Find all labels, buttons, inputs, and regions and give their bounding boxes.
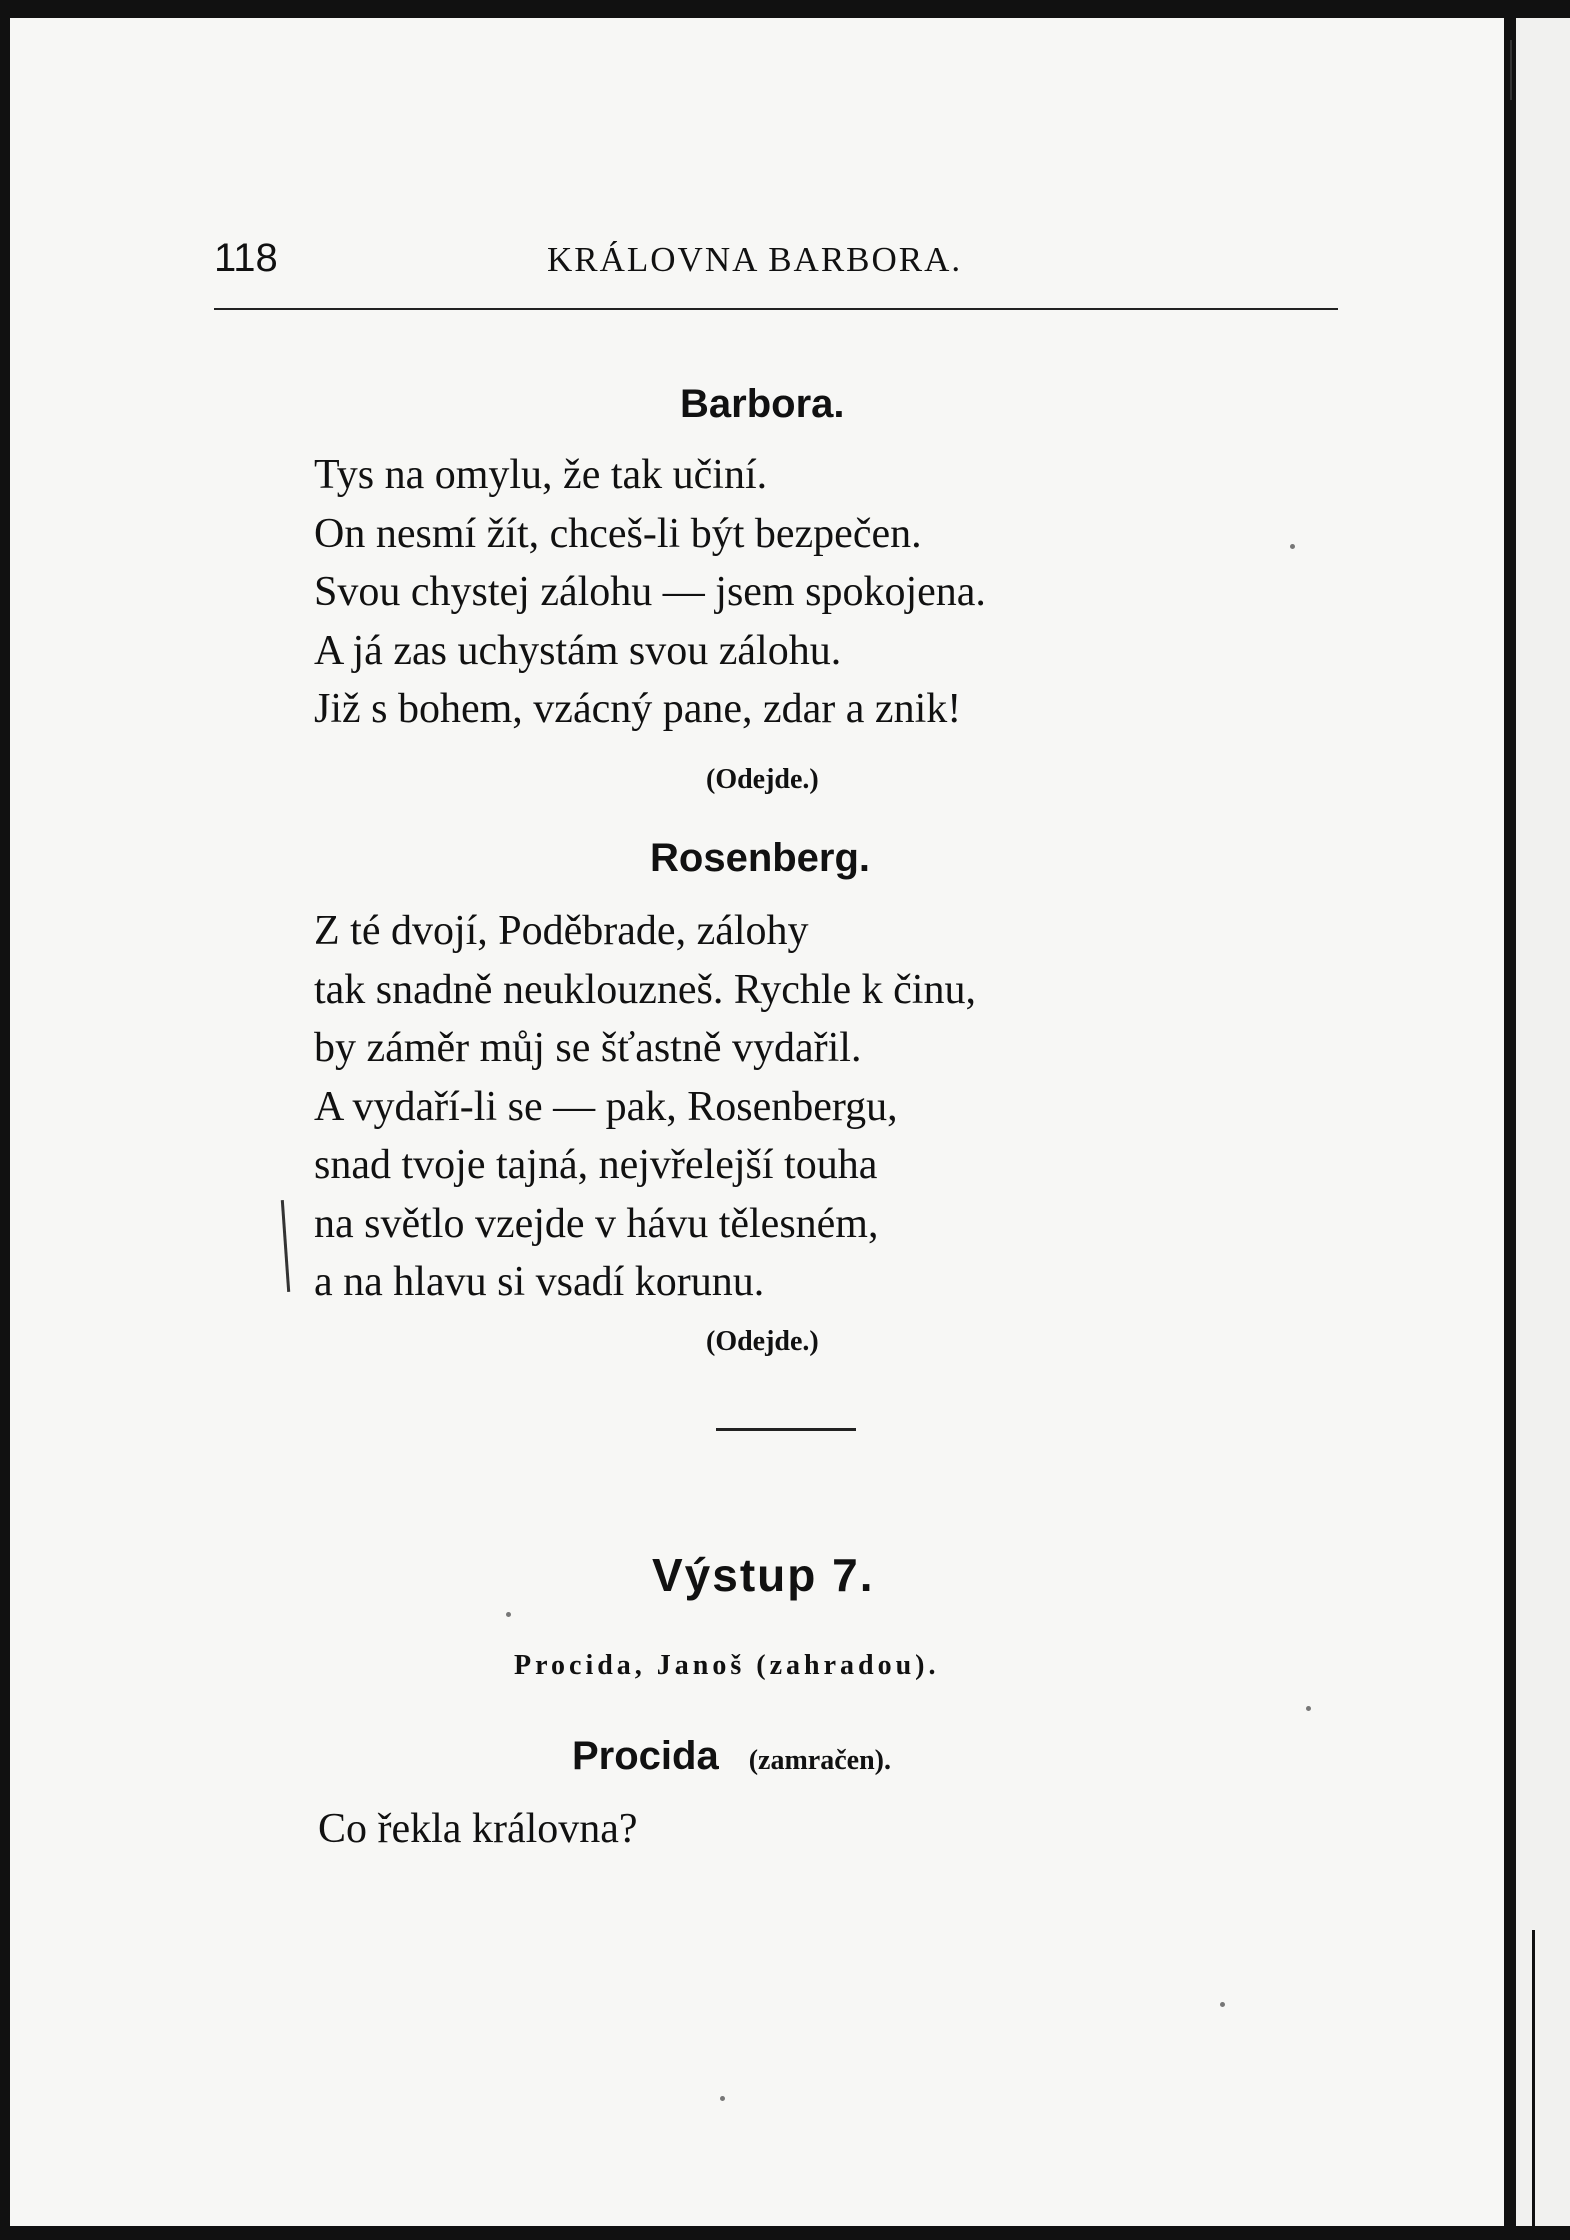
stage-direction: (Odejde.) xyxy=(706,764,819,795)
verse-line: Tys na omylu, že tak učiní. xyxy=(314,452,768,498)
scan-speck xyxy=(1290,544,1295,549)
verse-line: A já zas uchystám svou zálohu. xyxy=(314,627,842,674)
page-number: 118 xyxy=(214,236,278,280)
adjacent-page-edge xyxy=(1516,18,1570,2226)
verse-line: Co řekla královna? xyxy=(318,1806,638,1852)
margin-mark xyxy=(281,1200,290,1292)
scan-speck xyxy=(506,1612,511,1617)
running-title: KRÁLOVNA BARBORA. xyxy=(547,240,963,279)
verse-line: tak snadně neuklouzneš. Rychle k činu, xyxy=(314,966,976,1013)
speaker-procida xyxy=(572,1734,891,1779)
scan-border-right xyxy=(1504,0,1516,2240)
speaker-note: (zamračen). xyxy=(748,1745,891,1776)
header-rule xyxy=(214,308,1338,310)
verse-line: na světlo vzejde v hávu tělesném, xyxy=(314,1200,879,1247)
verse-line: Svou chystej zálohu — jsem spokojena. xyxy=(314,569,986,615)
scan-border-left xyxy=(0,0,10,2240)
scene-cast: Procida, Janoš (zahradou). xyxy=(514,1650,940,1681)
verse-line: by záměr můj se šťastně vydařil. xyxy=(314,1025,862,1071)
adjacent-page-mark xyxy=(1532,1930,1535,2226)
scan-border-bottom xyxy=(0,2226,1570,2240)
section-divider xyxy=(716,1428,856,1431)
verse-line: A vydaří-li se — pak, Rosenbergu, xyxy=(314,1083,898,1130)
scan-speck xyxy=(720,2096,725,2101)
verse-block-barbora xyxy=(314,446,986,739)
speaker-rosenberg: Rosenberg. xyxy=(650,836,871,880)
scan-speck xyxy=(1306,1706,1311,1711)
speaker-barbora: Barbora. xyxy=(680,382,845,426)
stage-direction: (Odejde.) xyxy=(706,1326,819,1357)
verse-block-procida xyxy=(318,1800,638,1859)
verse-line: snad tvoje tajná, nejvřelejší touha xyxy=(314,1142,878,1188)
scene-title: Výstup 7. xyxy=(652,1549,875,1601)
verse-line: a na hlavu si vsadí korunu. xyxy=(314,1259,765,1305)
scan-speck xyxy=(1220,2002,1225,2007)
running-header xyxy=(214,236,1338,296)
speaker-name: Procida xyxy=(572,1734,719,1778)
scan-border-top xyxy=(0,0,1570,18)
verse-block-rosenberg xyxy=(314,902,976,1312)
verse-line: Již s bohem, vzácný pane, zdar a znik! xyxy=(314,686,962,732)
verse-line: On nesmí žít, chceš-li být bezpečen. xyxy=(314,510,922,557)
verse-line: Z té dvojí, Poděbrade, zálohy xyxy=(314,908,809,954)
adjacent-page-mark-top xyxy=(1510,40,1512,100)
